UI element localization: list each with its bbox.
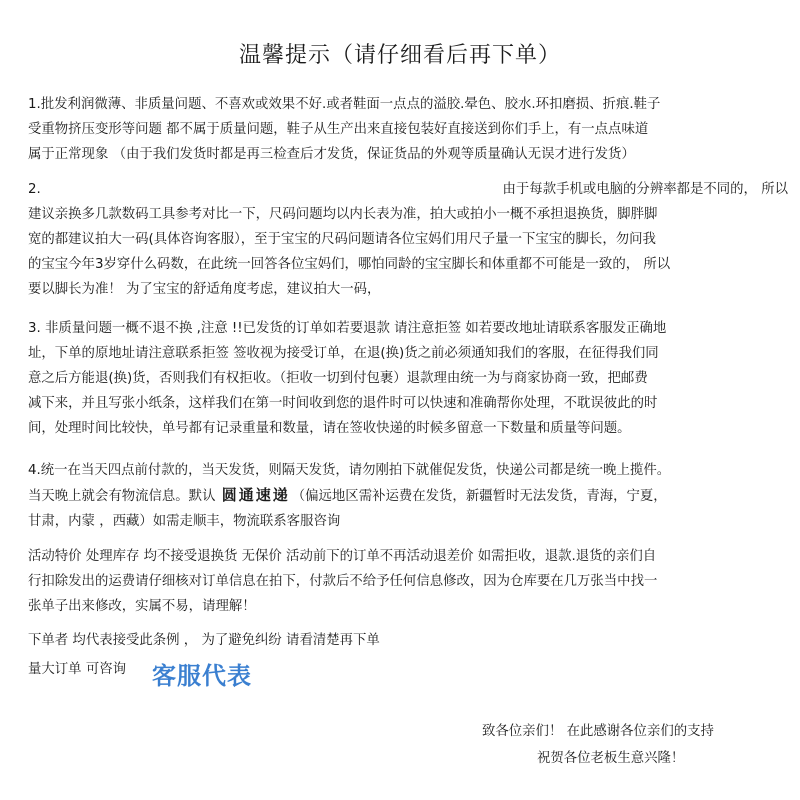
section-2-first-line-tail: 由于每款手机或电脑的分辨率都是不同的， 所以 [502, 182, 788, 197]
section-3-return-policy [28, 316, 788, 441]
section-5-line: 张单子出来修改，实属不易，请理解！ [28, 599, 256, 614]
section-4-shipping-policy [28, 458, 788, 534]
customer-service-link[interactable]: 客服代表 [152, 662, 252, 690]
section-6-acceptance [28, 628, 788, 653]
section-3-line: 意之后方能退(换)货，否则我们有权拒收。（拒收一切到付包裹）退款理由统一为与商家协商一致，把邮费 [28, 371, 648, 386]
section-3-line: 址，下单的原地址请注意联系拒签 签收视为接受订单，在退(换)货之前必须通知我们的客服，在征得我们同 [28, 346, 659, 361]
section-7-line: 量大订单 可咨询 [28, 662, 126, 677]
courier-name: 圆通速递 [221, 486, 290, 504]
section-4-line: 4.统一在当天四点前付款的，当天发货，则隔天发货，请勿刚拍下就催促发货，快递公司都是统一晚上揽件。 [28, 463, 671, 478]
section-2-size-policy [28, 177, 788, 302]
section-7-bulk-orders [28, 657, 788, 682]
section-1-line: 属于正常现象 （由于我们发货时都是再三检查后才发货，保证货品的外观等质量确认无误才进行发货） [28, 147, 635, 162]
section-5-promotion-policy [28, 544, 788, 619]
section-2-line: 要以脚长为准！ 为了宝宝的舒适角度考虑，建议拍大一码， [28, 282, 381, 297]
section-2-line: 宽的都建议拍大一码(具体咨询客服），至于宝宝的尺码问题请各位宝妈们用尺子量一下宝宝的脚长，勿问我 [28, 232, 656, 247]
section-1-line: 受重物挤压变形等问题 都不属于质量问题，鞋子从生产出来直接包装好直接送到你们手上，有一点点味道 [28, 122, 649, 137]
section-2-number: 2. [28, 182, 41, 197]
section-2-first-line [28, 177, 788, 202]
section-4-line: 甘肃，内蒙 ，西藏）如需走顺丰，物流联系客服咨询 [28, 514, 341, 529]
section-2-line: 的宝宝今年3岁穿什么码数，在此统一回答各位宝妈们，哪怕同龄的宝宝脚长和体重都不可能是一致的， 所以 [28, 257, 671, 272]
section-5-line: 活动特价 处理库存 均不接受退换货 无保价 活动前下的订单不再活动退差价 如需拒收，退款.退货的亲们自 [28, 549, 657, 564]
section-4-line2-after: （偏远地区需补运费在发货，新疆暂时无法发货，青海，宁夏， [291, 489, 667, 504]
page-title: 温馨提示（请仔细看后再下单） [238, 43, 561, 68]
section-5-line: 行扣除发出的运费请仔细核对订单信息在拍下，付款后不给予任何信息修改，因为仓库要在几万张当中找一 [28, 574, 658, 589]
section-4-line2-before: 当天晚上就会有物流信息。默认 [28, 489, 220, 504]
closing-wishes: 祝贺各位老板生意兴隆！ [537, 751, 685, 766]
section-4-line-courier [28, 483, 788, 509]
section-3-line: 3. 非质量问题一概不退不换 ,注意 !!已发货的订单如若要退款 请注意拒签 如若要改地址请联系客服发正确地 [28, 321, 667, 336]
section-6-line: 下单者 均代表接受此条例 ， 为了避免纠纷 请看清楚再下单 [28, 633, 380, 648]
section-1-quality-policy [28, 92, 788, 167]
section-3-line: 减下来，并且写张小纸条，这样我们在第一时间收到您的退件时可以快速和准确帮你处理，不耽误彼此的时 [28, 396, 658, 411]
section-1-line: 1.批发利润微薄、非质量问题、不喜欢或效果不好.或者鞋面一点点的溢胶.晕色、胶水.环扣磨损、折痕.鞋子 [28, 97, 661, 112]
section-3-line: 间，处理时间比较快，单号都有记录重量和数量，请在签收快递的时候多留意一下数量和质量等问题。 [28, 421, 631, 436]
section-2-line: 建议亲换多几款数码工具参考对比一下，尺码问题均以内长表为准，拍大或拍小一概不承担退换货，脚胖脚 [28, 207, 658, 222]
closing-thanks: 致各位亲们！ 在此感谢各位亲们的支持 [482, 724, 714, 739]
